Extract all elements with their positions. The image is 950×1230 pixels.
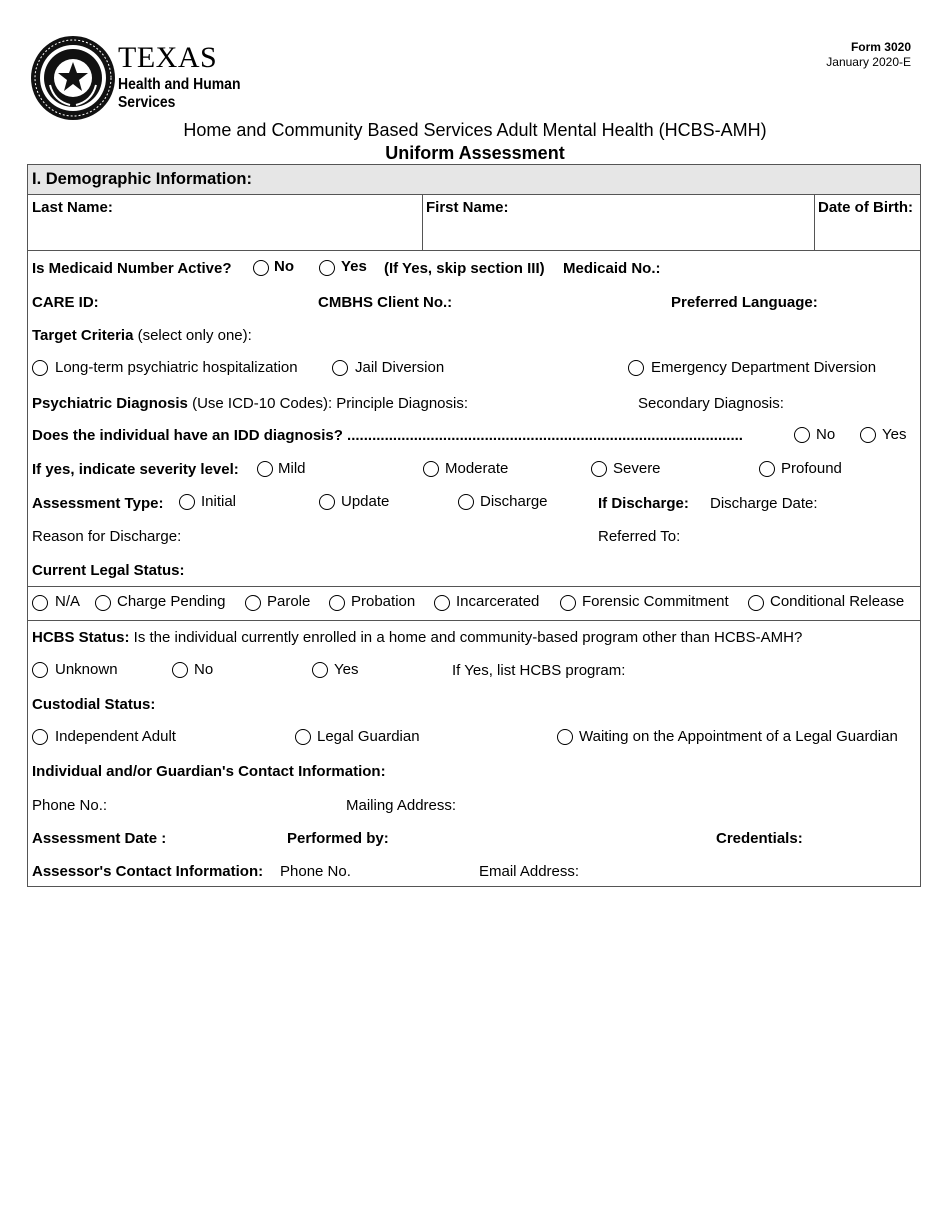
assessment-date-label: Assessment Date :: [32, 830, 167, 847]
severity-mild-radio[interactable]: [257, 461, 273, 477]
divider: [28, 586, 920, 587]
target-radio-hospitalization[interactable]: [32, 360, 48, 376]
dob-label: Date of Birth:: [818, 199, 913, 216]
agency-logo: [30, 35, 260, 125]
contact-info-label: Individual and/or Guardian's Contact Information:: [32, 763, 386, 780]
if-discharge-label: If Discharge:: [598, 495, 689, 512]
assess-discharge-radio[interactable]: [458, 494, 474, 510]
divider: [422, 195, 423, 250]
severity-moderate-label: Moderate: [445, 460, 509, 477]
hcbs-no-label: No: [194, 661, 214, 678]
legal-parole-label: Parole: [267, 593, 311, 610]
hcbs-unknown-radio[interactable]: [32, 662, 48, 678]
legal-probation-radio[interactable]: [329, 595, 345, 611]
legal-forensic-radio[interactable]: [560, 595, 576, 611]
medicaid-number-label: Medicaid No.:: [563, 260, 661, 277]
custodial-status-label: Custodial Status:: [32, 696, 156, 713]
agency-subtitle-line2: Services: [118, 94, 176, 111]
target-criteria-label: Target Criteria (select only one):: [32, 327, 252, 344]
credentials-label: Credentials:: [716, 830, 803, 847]
legal-incarcerated-radio[interactable]: [434, 595, 450, 611]
texas-seal-icon: [30, 35, 116, 121]
custodial-guardian-label: Legal Guardian: [317, 728, 420, 745]
target-radio-jail[interactable]: [332, 360, 348, 376]
assess-initial-radio[interactable]: [179, 494, 195, 510]
custodial-guardian-radio[interactable]: [295, 729, 311, 745]
custodial-waiting-radio[interactable]: [557, 729, 573, 745]
target-option-hospitalization: Long-term psychiatric hospitalization: [55, 359, 298, 376]
divider: [28, 620, 920, 621]
section-title: I. Demographic Information:: [32, 170, 253, 188]
legal-probation-label: Probation: [351, 593, 416, 610]
discharge-date-label: Discharge Date:: [710, 495, 818, 512]
severity-mild-label: Mild: [278, 460, 306, 477]
hcbs-status-label: HCBS Status: Is the individual currently enrolled in a home and community-based program other than HCBS-AMH?: [32, 629, 803, 646]
page-title: Home and Community Based Services Adult Mental Health (HCBS-AMH): [183, 120, 767, 140]
custodial-independent-radio[interactable]: [32, 729, 48, 745]
legal-forensic-label: Forensic Commitment: [582, 593, 729, 610]
medicaid-no-radio[interactable]: [253, 260, 269, 276]
legal-status-label: Current Legal Status:: [32, 562, 185, 579]
referred-to-label: Referred To:: [598, 528, 681, 545]
target-option-jail: Jail Diversion: [355, 359, 445, 376]
form-date: January 2020-E: [826, 55, 911, 69]
mailing-address-label: Mailing Address:: [346, 797, 457, 814]
severity-moderate-radio[interactable]: [423, 461, 439, 477]
legal-na-radio[interactable]: [32, 595, 48, 611]
care-id-label: CARE ID:: [32, 294, 99, 311]
legal-pending-radio[interactable]: [95, 595, 111, 611]
legal-parole-radio[interactable]: [245, 595, 261, 611]
severity-label: If yes, indicate severity level:: [32, 461, 239, 478]
agency-subtitle-line1: Health and Human: [118, 76, 241, 93]
legal-incarcerated-label: Incarcerated: [456, 593, 540, 610]
medicaid-question: Is Medicaid Number Active?: [32, 260, 232, 277]
severity-severe-radio[interactable]: [591, 461, 607, 477]
email-address-label: Email Address:: [479, 863, 580, 880]
cmbhs-label: CMBHS Client No.:: [318, 294, 453, 311]
hcbs-yes-label: Yes: [334, 661, 359, 678]
first-name-label: First Name:: [426, 199, 509, 216]
severity-profound-label: Profound: [781, 460, 842, 477]
custodial-independent-label: Independent Adult: [55, 728, 176, 745]
legal-conditional-radio[interactable]: [748, 595, 764, 611]
assess-update-label: Update: [341, 493, 390, 510]
phone-label: Phone No.:: [32, 797, 108, 814]
hcbs-unknown-label: Unknown: [55, 661, 118, 678]
idd-yes-label: Yes: [882, 426, 907, 443]
assess-update-radio[interactable]: [319, 494, 335, 510]
form-number: Form 3020: [850, 40, 911, 54]
legal-pending-label: Charge Pending: [117, 593, 226, 610]
severity-severe-label: Severe: [613, 460, 661, 477]
severity-profound-radio[interactable]: [759, 461, 775, 477]
custodial-waiting-label: Waiting on the Appointment of a Legal Guardian: [579, 728, 898, 745]
assessor-contact-label: Assessor's Contact Information:: [32, 863, 264, 880]
assess-initial-label: Initial: [201, 493, 237, 510]
page-subtitle: Uniform Assessment: [385, 143, 565, 163]
medicaid-yes-radio[interactable]: [319, 260, 335, 276]
divider: [28, 250, 920, 251]
target-option-emergency: Emergency Department Diversion: [651, 359, 877, 376]
idd-yes-radio[interactable]: [860, 427, 876, 443]
medicaid-yes-label: Yes: [341, 258, 367, 275]
assessment-type-label: Assessment Type:: [32, 495, 164, 512]
reason-discharge-label: Reason for Discharge:: [32, 528, 182, 545]
agency-name: TEXAS: [118, 41, 218, 74]
divider: [814, 195, 815, 250]
medicaid-note: (If Yes, skip section III): [384, 260, 545, 277]
hcbs-program-label: If Yes, list HCBS program:: [452, 662, 626, 679]
psych-diagnosis-label: Psychiatric Diagnosis (Use ICD-10 Codes): Principle Diagnosis:: [32, 395, 469, 412]
last-name-label: Last Name:: [32, 199, 113, 216]
idd-no-radio[interactable]: [794, 427, 810, 443]
language-label: Preferred Language:: [671, 294, 818, 311]
hcbs-no-radio[interactable]: [172, 662, 188, 678]
secondary-diagnosis-label: Secondary Diagnosis:: [638, 395, 784, 412]
legal-conditional-label: Conditional Release: [770, 593, 905, 610]
assess-discharge-label: Discharge: [480, 493, 548, 510]
assessor-phone-label: Phone No.: [280, 863, 351, 880]
idd-question: Does the individual have an IDD diagnosis? ...............................................................................................: [32, 427, 743, 444]
performed-by-label: Performed by:: [287, 830, 389, 847]
medicaid-no-label: No: [274, 258, 294, 275]
hcbs-yes-radio[interactable]: [312, 662, 328, 678]
target-radio-emergency[interactable]: [628, 360, 644, 376]
idd-no-label: No: [816, 426, 836, 443]
legal-na-label: N/A: [55, 593, 81, 610]
